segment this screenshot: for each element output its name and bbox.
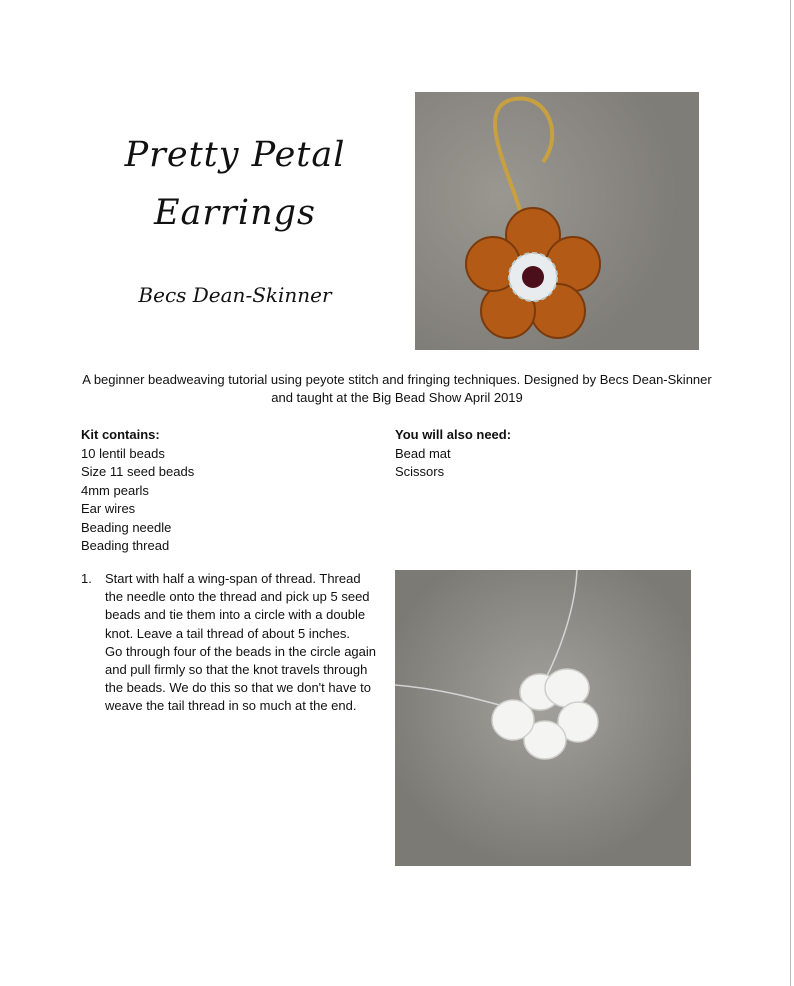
title-line-2: Earrings bbox=[154, 193, 316, 233]
intro-text: A beginner beadweaving tutorial using peyote stitch and fringing techniques. Designed by Becs Dean-Skinner and taught at the Big Bead Show April 2019 bbox=[82, 372, 712, 405]
list-item: Scissors bbox=[395, 464, 445, 479]
seed-beads-photo bbox=[395, 570, 691, 866]
step-paragraph: Go through four of the beads in the circle again and pull firmly so that the knot travels through the beads. We do this so that we don't have to weave the tail thread in so much at the end. bbox=[105, 643, 377, 714]
list-item: Bead mat bbox=[395, 445, 451, 461]
step-number: 1. bbox=[81, 571, 92, 586]
page-edge bbox=[790, 0, 791, 986]
list-item: Beading needle bbox=[81, 519, 172, 535]
kit-contains-list bbox=[81, 426, 194, 556]
kit-heading: Kit contains: bbox=[81, 427, 160, 442]
author: Becs Dean-Skinner bbox=[138, 283, 332, 307]
earring-photo bbox=[415, 92, 699, 350]
list-item: 10 lentil beads bbox=[81, 445, 165, 461]
also-need-list bbox=[395, 426, 511, 482]
list-item: Beading thread bbox=[81, 538, 170, 553]
list-item: Ear wires bbox=[81, 501, 136, 516]
list-item: Size 11 seed beads bbox=[81, 464, 195, 479]
also-need-heading: You will also need: bbox=[395, 427, 512, 442]
list-item: 4mm pearls bbox=[81, 482, 149, 498]
step-1 bbox=[81, 570, 381, 716]
step-paragraph: Start with half a wing-span of thread. Thread the needle onto the thread and pick up 5 seed beads and tie them into a circle with a double knot. Leave a tail thread of about 5 inches. bbox=[105, 571, 370, 641]
title-line-1: Pretty Petal bbox=[124, 135, 346, 175]
